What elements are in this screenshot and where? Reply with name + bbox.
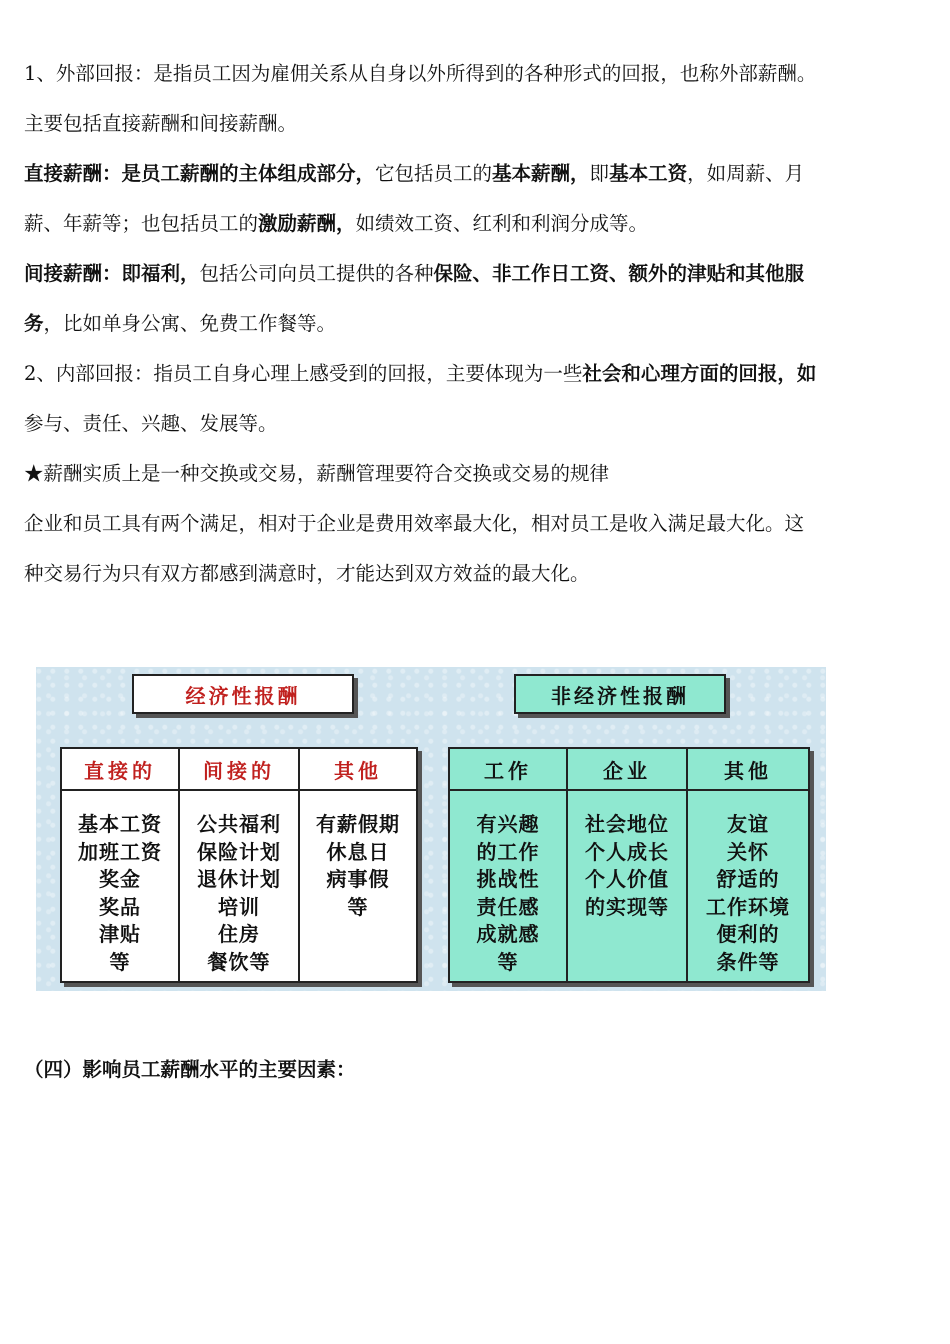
table-cell-item: 的实现等 bbox=[585, 894, 669, 919]
column-header: 企业 bbox=[568, 749, 686, 791]
paragraph-direct-pay bbox=[24, 149, 930, 249]
column-enterprise bbox=[568, 749, 688, 981]
plain-text: 包括公司向员工提供的各种 bbox=[199, 262, 434, 285]
plain-text: 2、内部回报：指员工自身心理上感受到的回报，主要体现为一些 bbox=[24, 362, 583, 385]
table-cell-item: 有兴趣 bbox=[476, 812, 540, 836]
table-cell-item: 关怀 bbox=[727, 839, 769, 864]
column-direct bbox=[62, 749, 180, 981]
column-other-economic bbox=[300, 749, 416, 981]
table-cell-item: 责任感 bbox=[476, 894, 540, 919]
non-economic-reward-title: 非经济性报酬 bbox=[514, 674, 726, 714]
table-cell-item: 等 bbox=[109, 949, 131, 974]
table-cell-item: 等 bbox=[497, 949, 519, 974]
plain-text: 如绩效工资、红利和利润分成等。 bbox=[355, 212, 649, 235]
column-header: 其他 bbox=[688, 749, 808, 791]
text-line: ★薪酬实质上是一种交换或交易，薪酬管理要符合交换或交易的规律 bbox=[24, 462, 610, 485]
table-cell-item: 工作环境 bbox=[706, 894, 790, 919]
paragraph-internal-reward bbox=[24, 349, 930, 449]
bold-term: 间接薪酬：即福利， bbox=[24, 262, 200, 285]
bold-term: 基本工资 bbox=[609, 162, 688, 185]
column-header: 间接的 bbox=[180, 749, 298, 791]
column-other-non-economic bbox=[688, 749, 808, 981]
table-cell-item: 社会地位 bbox=[585, 812, 669, 836]
text-line bbox=[24, 149, 930, 199]
section-heading: （四）影响员工薪酬水平的主要因素： bbox=[24, 1058, 356, 1081]
bold-term: 激励薪酬， bbox=[258, 212, 356, 235]
table-cell-item: 培训 bbox=[218, 894, 260, 919]
table-cell-item: 的工作 bbox=[476, 839, 540, 864]
table-cell-item: 休息日 bbox=[326, 839, 390, 864]
economic-reward-title: 经济性报酬 bbox=[132, 674, 354, 714]
bold-term: 保险、非工作日工资、额外的津贴和其他服 bbox=[433, 262, 805, 285]
text-line: 主要包括直接薪酬和间接薪酬。 bbox=[24, 112, 298, 135]
non-economic-reward-table bbox=[448, 747, 810, 983]
plain-text: 即 bbox=[589, 162, 610, 185]
table-cell-item: 奖品 bbox=[99, 894, 141, 919]
table-cell-item: 个人价值 bbox=[585, 867, 669, 891]
text-line bbox=[24, 249, 930, 299]
bold-term: 务 bbox=[24, 312, 44, 335]
bold-term: 社会和心理方面的回报，如 bbox=[582, 362, 817, 385]
table-cell-item: 个人成长 bbox=[585, 839, 669, 864]
table-cell-item: 住房 bbox=[218, 922, 260, 946]
text-line: 企业和员工具有两个满足，相对于企业是费用效率最大化，相对员工是收入满足最大化。这 bbox=[24, 512, 805, 535]
text-line: 种交易行为只有双方都感到满意时，才能达到双方效益的最大化。 bbox=[24, 562, 590, 585]
bold-term: 基本薪酬， bbox=[492, 162, 590, 185]
text-line: 1、外部回报：是指员工因为雇佣关系从自身以外所得到的各种形式的回报，也称外部薪酬。 bbox=[24, 62, 817, 85]
column-header: 工作 bbox=[450, 749, 566, 791]
column-indirect bbox=[180, 749, 300, 981]
table-cell-item: 加班工资 bbox=[78, 839, 162, 864]
economic-reward-table bbox=[60, 747, 418, 983]
table-cell-item: 奖金 bbox=[99, 867, 141, 891]
table-cell-item: 保险计划 bbox=[197, 839, 281, 864]
text-line bbox=[24, 199, 930, 249]
bold-term: 直接薪酬：是员工薪酬的主体组成部分， bbox=[24, 162, 376, 185]
column-work bbox=[450, 749, 568, 981]
table-cell-item: 基本工资 bbox=[78, 812, 162, 836]
plain-text: 薪、年薪等；也包括员工的 bbox=[24, 212, 259, 235]
table-cell-item: 公共福利 bbox=[197, 812, 281, 836]
paragraph-star-note bbox=[24, 449, 930, 499]
paragraph-indirect-pay bbox=[24, 249, 930, 349]
table-cell-item: 津贴 bbox=[99, 922, 141, 946]
table-cell-item: 等 bbox=[347, 894, 369, 919]
table-cell-item: 便利的 bbox=[716, 922, 780, 946]
table-cell-item: 挑战性 bbox=[476, 867, 540, 891]
text-line: 参与、责任、兴趣、发展等。 bbox=[24, 412, 278, 435]
plain-text: ，如周薪、月 bbox=[687, 162, 805, 185]
table-cell-item: 病事假 bbox=[326, 867, 390, 891]
table-cell-item: 退休计划 bbox=[197, 867, 281, 891]
table-cell-item: 有薪假期 bbox=[316, 812, 400, 836]
plain-text: 它包括员工的 bbox=[375, 162, 493, 185]
column-header: 直接的 bbox=[62, 749, 178, 791]
text-line bbox=[24, 349, 930, 399]
table-cell-item: 餐饮等 bbox=[207, 949, 271, 974]
table-cell-item: 友谊 bbox=[727, 812, 769, 836]
table-cell-item: 条件等 bbox=[716, 949, 780, 974]
column-header: 其他 bbox=[300, 749, 416, 791]
table-cell-item: 舒适的 bbox=[716, 867, 780, 891]
paragraph-mutual-satisfaction bbox=[24, 499, 930, 599]
text-line bbox=[24, 299, 930, 349]
plain-text: ，比如单身公寓、免费工作餐等。 bbox=[43, 312, 337, 335]
table-cell-item: 成就感 bbox=[476, 922, 540, 946]
paragraph-external-reward bbox=[24, 49, 930, 149]
reward-classification-figure bbox=[36, 667, 826, 991]
